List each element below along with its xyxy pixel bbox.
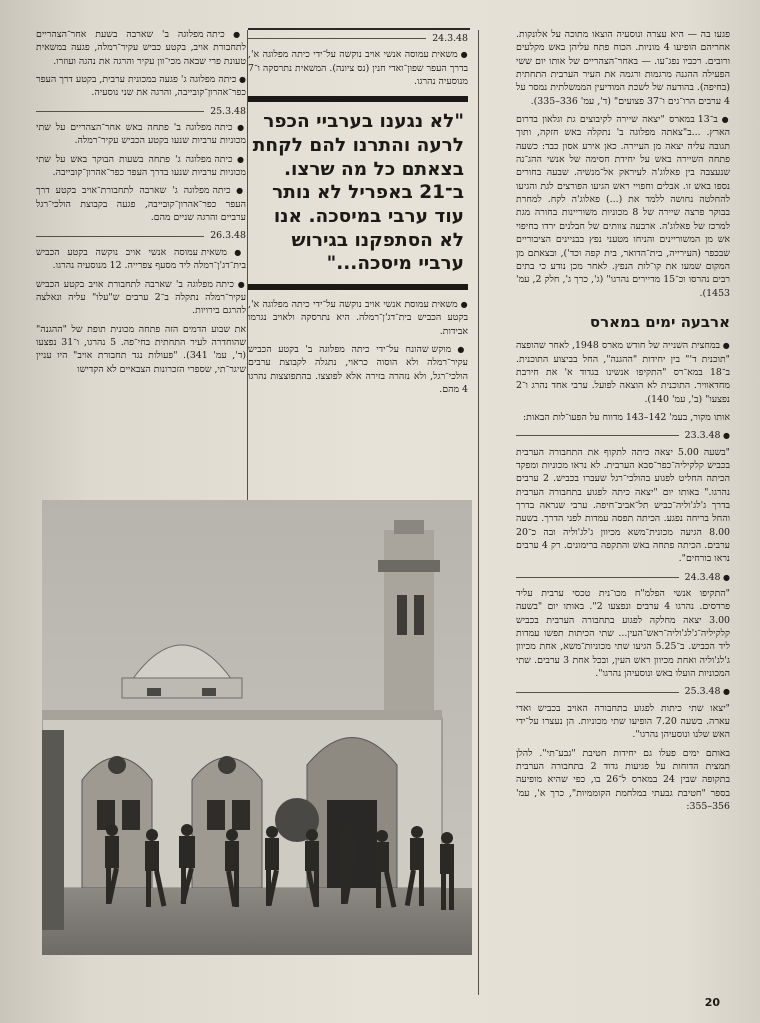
entry-text: ● כיתה מפלוגה ב' שארבה בשעת אחר־הצהריים לתחבורת אויב, בקטע כביש עקיר־רמלה, פגעה במשאית טעונת פרי שבאה מכי־וון עקיר והרגה את נהגה ועוזרו. <box>36 28 246 68</box>
entry-text: ● משאית עמוסה אנשי אויב נוקשה בקטע הכביש בית־דג'ן־רמלה ליד מסעף צפרייה. 12 מנוסעיה נהרגו. <box>36 246 246 273</box>
entry-date: 25.3.48 <box>210 105 246 117</box>
page-number: 20 <box>704 996 720 1009</box>
entry-text: ● כיתה מפלוגה ב' פתחה באש אחר־הצהריים על שתי מכוניות ערביות שנעו בקטע הכביש עקיר־רמלה. <box>36 121 246 148</box>
dateline <box>248 32 468 45</box>
entry-text: "התקיפו אנשי הפלמ"ח מכו־נית טכסי ערבית עליד פרדסים. נהרגו 4 ערבים ונפצעו 2". באותו יום "בשעה 3.00 יצאה מחלקה לפגוע בתחבורה הערבית בכביש קלקיליה־ג'לג'וליה־ראש־העין... שתי הכיתות תפשו עמדות ליד הכביש. ב־5.25 הגיעו שתי מכוניות־משא, אחת מכיוון ג'לג'וליה ואחת מכיוון ראש העין, ובכל אחת 3 ערבים. שתי המכוניות הועלו באש ונוסעיהן נהרגו". <box>516 588 730 680</box>
middle-column <box>248 28 468 498</box>
entry-text: ● כיתה מפלוגה ג' פתחה בשעות הבוקר באש על שתי מכוניות ערביות שנעו בדרך העפר כפר־אהרון־קובייבה. <box>36 153 246 180</box>
mosque-photo-illustration <box>42 500 472 955</box>
entry-text: "יצאו שתי כיתות לפגוע בתחבורה האויב בכביש ואדי עארה. בשעה 7.20 הופיעו שתי מכוניות. הן נעצרו על־ידי האש שלנו ונוסעיהן נהרגו". <box>516 702 730 741</box>
left-column <box>36 28 246 498</box>
section-heading: ארבעה ימים במארס <box>589 312 730 331</box>
entry-text: ● כיתה מפלוגה ג' פגעה במכונית ערבית, בקטע דרך העפר כפר־אהרון־קובייבה, והרגה את שני נוסעיה. <box>36 73 246 100</box>
dateline <box>516 429 730 442</box>
historical-photo <box>42 500 472 955</box>
entry-date: ● 25.3.48 <box>685 685 730 698</box>
paragraph: פגעו בה — היא עצרה ונוסעיה הוצאו מתוכה על אלונקות. אחריהם הופיעו 4 מוניות. הכוח פתח עליהן באש מקלעים ורובים. רכביו נפג־עו. — באחר־הצהריים של אותו יום ששי הפעילה ההגנה מרגמות ורגמה את העיר הערבית התחתית (בחיפה). בהודעה של לשכת המודיעין הממשלתית נמסר על 4 ערבים הרו־גים ו־37 פצועים" (ד', עמ' 336–335). <box>516 29 730 107</box>
entry-text: ● מוקש שהונח על־ידי כיתה מפלוגה ב' בקטע הכביש עקיר־רמלה ולא הוסוה כראוי, נתגלה לקבוצת ערבים הולכי־רגל, ולא נזהרה בזירה אלא לפוצצו. בהתפוצצות נהרגו 4 מהם. <box>248 343 468 396</box>
entry-text: ● משאית עמוסה אנשי אויב נוקשה על־ידי כיתה מפלוגה א', בדרך העפר שפון־ואדי חנין (נס ציונה). המשאית נתרסקה ו־7 מנוסעיה נהרגו. <box>248 48 468 88</box>
pull-quote: "לא נגענו בערביי הכפר לרעה והתרנו להם לקחת בצאתם כל מה שרצו. ב־21 באפריל לא נותר עוד ערבי במיסכה. אנו לא הסתפקנו בגירוש ערביי מיסכה..." <box>248 96 468 290</box>
paragraph: ● במחצית השנייה של חודש מארס 1948, לאחר שהופצה "תוכנית ד'" בין יחידות "ההגנה", החל בביצוע התוכנית. ב־18 במא־רס "התקיפו אנשינו בגדוד א' את חירבת מחדאוויר. התוכנית לא הוצאה לפועל. ערבי אחד נהרג ו־2 נפצעו" (ב', עמ' 140). <box>516 339 730 406</box>
dateline <box>516 685 730 698</box>
entry-text: "בשעה 5.00 יצאה כיתה לתקוף את התחבורה הערבית בכביש קלקיליה־כפר־סבא הערבית. לא נראו מכוניות ומפקד הכיתה החליט לפגוע בהולכי־רגל שעברו בכביש. 2 ערבים נהרגו." באותו יום "יצאה כיתה לפגוע בתחבורה הערבית בדרך ג'לג'וליה־כביש תל־אביב־חיפה. ערבי שנראה בדרך והחל בריחה נפגע. הכיתה תפסה עמדות לפני הדרך. בשעה 8.00 הגיעה מכונית־משא מכיוון ג'לג'וליה ובה כ־20 ערבים. הכיתה פתחה באש והתקפה ברימונים. רק 4 ערבים נראו בורחים". <box>516 446 730 565</box>
paragraph: ● ב־13 במארס "יצאה שיירה לקיבוצים גת וגלאון בדרום הארץ. ...ב"צאתה מפלוגה ב' נתקלה באש חזקה, ותוך תגובה עליה יצאה מן העיירה. כאן אירע אסון כבד: כשעה פתחה השיירה באש על יחידת חסימה של אנשי ההג־נה שנעצבה בין פאלוג'ה לעיראק אל־מנשיה. שבעה בחורים נספו באש זו. אבלים וחפויי ראש הגיעו הפורצים לגת והגיעו להחלטה נחושה ללמד את (...) פאלוג'ה לקח. למחרת בבוקר פרצה שיירה של 8 מכוניות משוריינות בחורה מגת למרכז של פאלוג'ה. ארבעה צוותים של חבלנים ירדו בחיפוי אש מן המשוריינים והניחו מטעני נפץ בבניינים הציבוריים שבכפר (העירייה, בית־הדואר, בית קפה וכד'), ובצאתם מן המקום שמעו את קו־לות הנפץ. לאחר מכן נודע כי בתים רבים נהרסו וכ־15 מדיירים נהרגו" (ג', כרך ג', חלק 2, עמ' 1453). <box>516 113 730 300</box>
entry-date: ● 24.3.48 <box>685 571 730 584</box>
right-column <box>516 28 730 988</box>
dateline <box>516 571 730 584</box>
entry-text: ● כיתה מפלוגה ב' שארבה לתחבורת אויב בקטע הכביש עקיר־רמלה נתקלה ב־2 ערבים ש"עלו" עליה ונאלצה להרגם בירויות. <box>36 278 246 318</box>
entry-date: 24.3.48 <box>432 33 468 44</box>
paragraph: את שבוע הדמים הזה פתחה מכונית תופת של "ההגנה" שהוחדרה לעיר התחתית בחי־פה. 5 נהרגו, ו־31 נפצעו (ד', עמ' 341). "פעולות נגד תחבורת אויב" היו עניין שיגר־תי, שספרי הזכרונות הצבאיים לא הקדישו <box>36 323 246 375</box>
column-divider <box>478 30 479 995</box>
dateline <box>36 105 246 118</box>
entry-text: באותם ימים פעלו גם יחידות חטיבת "גבע־תי". להלן תמצית הדוחות על פגיעות גדוד 2 בתחבורה הערבית בתקופה שבין 24 במארס ל־26 בו, כפי שהיא מופיעה בספר "חטיבת גבעתי במלחמת הקוממיות", כרך א', עמ' 356–355: <box>516 747 730 813</box>
paragraph: אותו מקור, בעמ' 142–143 מדווח על הפעו־לות הבאות: <box>522 411 730 423</box>
entry-text: ● משאית עמוסת אנשי אויב נוקשה על־ידי כיתה מפלוגה א', בקטע הכביש בית־דג'ן־רמלה. היא נתרסקה ולאויב נגרמו אבידות. <box>248 298 468 338</box>
entry-text: ● כיתה מפלוגה ג' שארבה לתחבורת־אויב בקטע דרך העפר כפר־אהרון־קובייבה, פגעה בקבוצת הולכי־רגל ערביים והרגה שניים מהם. <box>36 184 246 224</box>
dateline <box>36 229 246 242</box>
entry-date: 26.3.48 <box>210 230 246 242</box>
entry-date: ● 23.3.48 <box>685 429 730 442</box>
